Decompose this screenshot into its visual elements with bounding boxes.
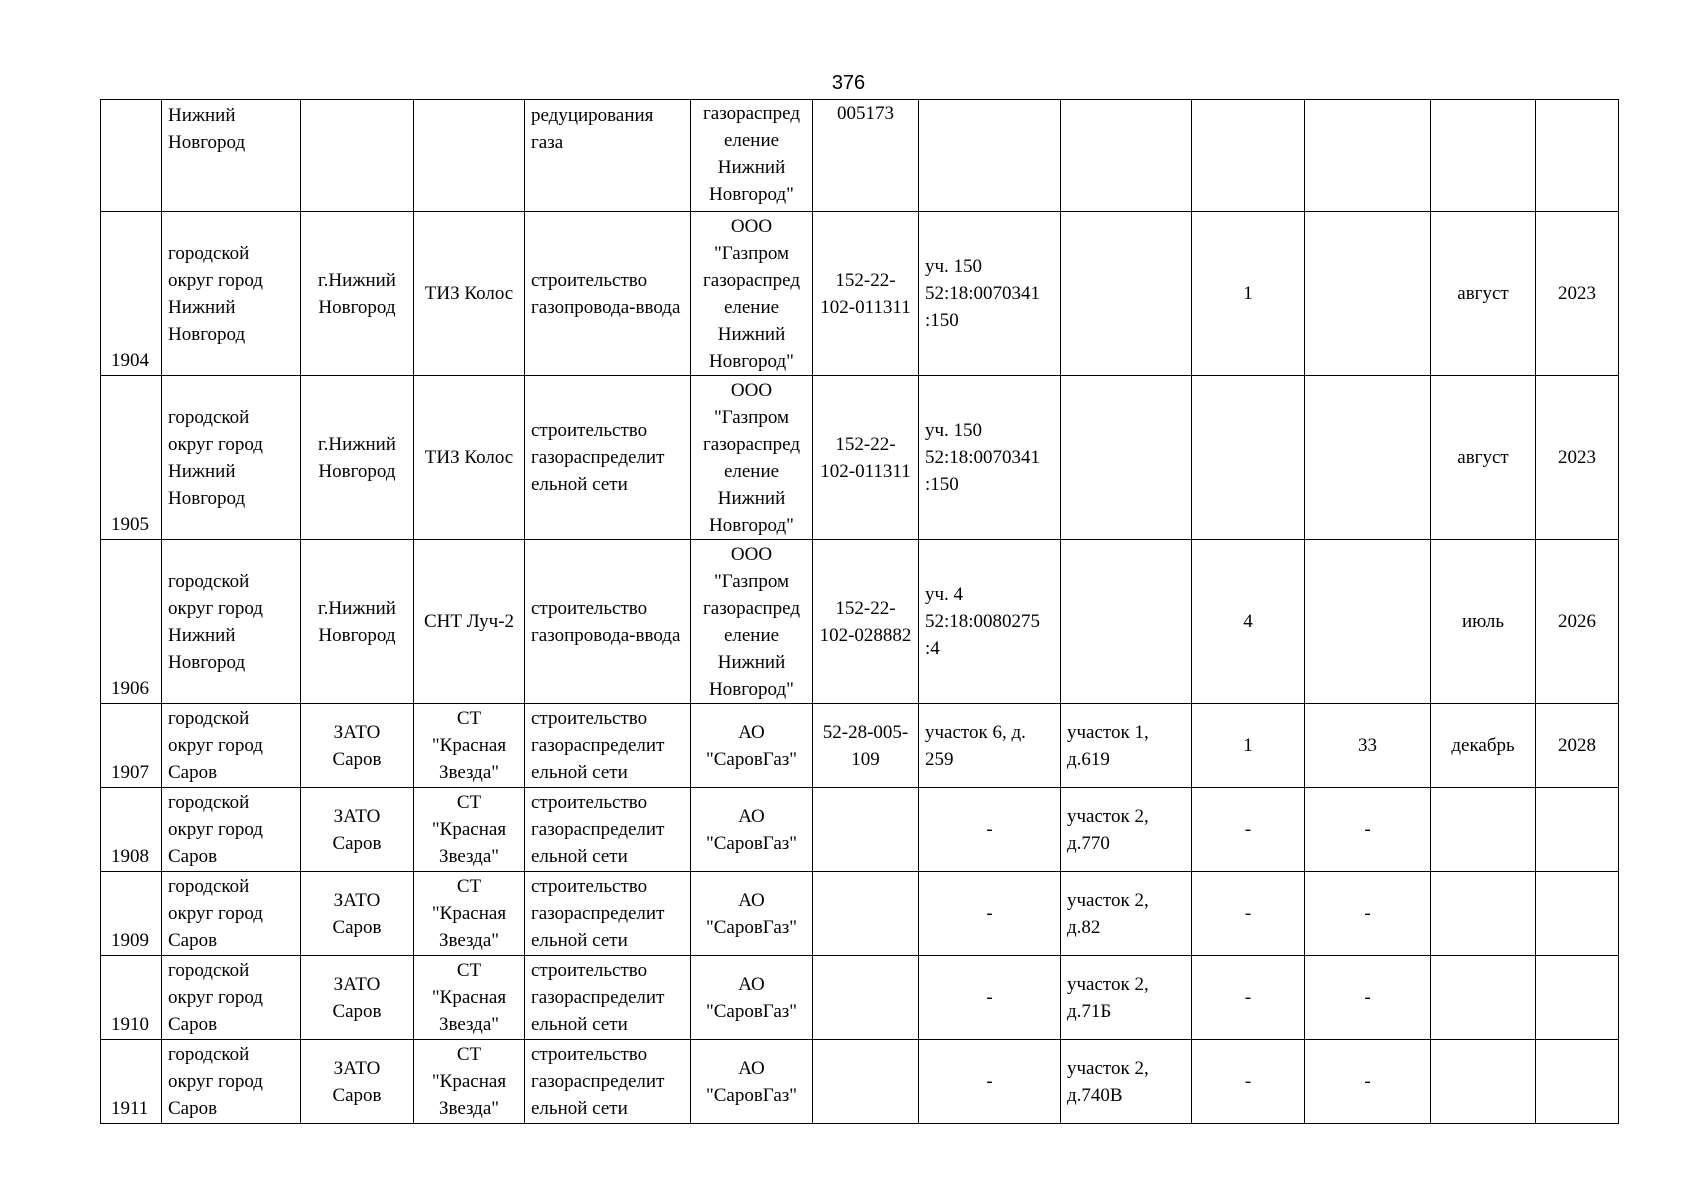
row-number: 1904	[101, 212, 162, 376]
plot-to-cell: участок 2, д.82	[1061, 872, 1192, 956]
count-cell	[1192, 100, 1305, 212]
quantity-cell: -	[1305, 788, 1431, 872]
tu-number-cell: 152-22-102-011311	[813, 212, 919, 376]
object-cell	[414, 100, 525, 212]
object-cell: СТ "Красная Звезда"	[414, 704, 525, 788]
year-cell	[1536, 956, 1619, 1040]
locality-cell: ЗАТО Саров	[301, 704, 414, 788]
tu-number-cell: 152-22-102-028882	[813, 540, 919, 704]
plot-to-cell	[1061, 100, 1192, 212]
table-row	[101, 1040, 1619, 1124]
locality-cell	[301, 100, 414, 212]
work-cell: строительство газораспределит ельной сети	[525, 956, 691, 1040]
municipality-cell: городской округ город Нижний Новгород	[162, 540, 301, 704]
plot-to-cell	[1061, 540, 1192, 704]
municipality-cell: городской округ город Саров	[162, 704, 301, 788]
plot-to-cell: участок 1, д.619	[1061, 704, 1192, 788]
gasification-table	[100, 99, 1619, 1124]
work-cell: редуцирования газа	[525, 100, 691, 212]
month-cell	[1431, 788, 1536, 872]
tu-number-cell: 52-28-005-109	[813, 704, 919, 788]
count-cell: -	[1192, 956, 1305, 1040]
locality-cell: ЗАТО Саров	[301, 956, 414, 1040]
quantity-cell: -	[1305, 956, 1431, 1040]
plot-from-cell: уч. 150 52:18:0070341 :150	[919, 376, 1061, 540]
year-cell: 2023	[1536, 376, 1619, 540]
year-cell	[1536, 100, 1619, 212]
plot-from-cell	[919, 100, 1061, 212]
work-cell: строительство газораспределит ельной сети	[525, 788, 691, 872]
count-cell	[1192, 376, 1305, 540]
object-cell: СТ "Красная Звезда"	[414, 872, 525, 956]
count-cell: 4	[1192, 540, 1305, 704]
municipality-cell: городской округ город Нижний Новгород	[162, 212, 301, 376]
year-cell	[1536, 1040, 1619, 1124]
year-cell	[1536, 788, 1619, 872]
month-cell: декабрь	[1431, 704, 1536, 788]
locality-cell: ЗАТО Саров	[301, 872, 414, 956]
count-cell: 1	[1192, 212, 1305, 376]
municipality-cell: городской округ город Саров	[162, 956, 301, 1040]
page-number: 376	[831, 72, 866, 94]
month-cell: август	[1431, 376, 1536, 540]
plot-from-cell: участок 6, д. 259	[919, 704, 1061, 788]
plot-to-cell	[1061, 212, 1192, 376]
table-row	[101, 956, 1619, 1040]
locality-cell: ЗАТО Саров	[301, 1040, 414, 1124]
locality-cell: г.Нижний Новгород	[301, 540, 414, 704]
table-row	[101, 704, 1619, 788]
tu-number-cell	[813, 956, 919, 1040]
month-cell: август	[1431, 212, 1536, 376]
quantity-cell	[1305, 100, 1431, 212]
municipality-cell: городской округ город Нижний Новгород	[162, 376, 301, 540]
plot-from-cell: -	[919, 788, 1061, 872]
row-number: 1911	[101, 1040, 162, 1124]
count-cell: -	[1192, 872, 1305, 956]
locality-cell: г.Нижний Новгород	[301, 212, 414, 376]
plot-from-cell: -	[919, 1040, 1061, 1124]
month-cell: июль	[1431, 540, 1536, 704]
organization-cell: ООО "Газпром газораспред еление Нижний Новгород"	[691, 212, 813, 376]
plot-from-cell: -	[919, 956, 1061, 1040]
object-cell: ТИЗ Колос	[414, 376, 525, 540]
object-cell: СТ "Красная Звезда"	[414, 1040, 525, 1124]
municipality-cell: городской округ город Саров	[162, 872, 301, 956]
row-number: 1905	[101, 376, 162, 540]
month-cell	[1431, 956, 1536, 1040]
table-row	[101, 540, 1619, 704]
work-cell: строительство газопровода-ввода	[525, 540, 691, 704]
row-number: 1908	[101, 788, 162, 872]
plot-to-cell: участок 2, д.71Б	[1061, 956, 1192, 1040]
organization-cell: АО "СаровГаз"	[691, 788, 813, 872]
count-cell: -	[1192, 1040, 1305, 1124]
quantity-cell: -	[1305, 1040, 1431, 1124]
plot-to-cell: участок 2, д.770	[1061, 788, 1192, 872]
row-number: 1910	[101, 956, 162, 1040]
object-cell: СТ "Красная Звезда"	[414, 788, 525, 872]
table-row	[101, 872, 1619, 956]
object-cell: СНТ Луч-2	[414, 540, 525, 704]
table-row	[101, 376, 1619, 540]
tu-number-cell	[813, 872, 919, 956]
year-cell	[1536, 872, 1619, 956]
organization-cell: газораспред еление Нижний Новгород"	[691, 100, 813, 212]
work-cell: строительство газораспределит ельной сети	[525, 704, 691, 788]
year-cell: 2026	[1536, 540, 1619, 704]
locality-cell: ЗАТО Саров	[301, 788, 414, 872]
tu-number-cell	[813, 788, 919, 872]
plot-from-cell: уч. 4 52:18:0080275 :4	[919, 540, 1061, 704]
table-row	[101, 212, 1619, 376]
year-cell: 2023	[1536, 212, 1619, 376]
work-cell: строительство газораспределит ельной сети	[525, 376, 691, 540]
quantity-cell: -	[1305, 872, 1431, 956]
table-row	[101, 788, 1619, 872]
plot-to-cell: участок 2, д.740В	[1061, 1040, 1192, 1124]
municipality-cell: Нижний Новгород	[162, 100, 301, 212]
organization-cell: АО "СаровГаз"	[691, 704, 813, 788]
municipality-cell: городской округ город Саров	[162, 788, 301, 872]
organization-cell: АО "СаровГаз"	[691, 1040, 813, 1124]
quantity-cell	[1305, 540, 1431, 704]
row-number	[101, 100, 162, 212]
municipality-cell: городской округ город Саров	[162, 1040, 301, 1124]
quantity-cell: 33	[1305, 704, 1431, 788]
month-cell	[1431, 100, 1536, 212]
month-cell	[1431, 1040, 1536, 1124]
organization-cell: ООО "Газпром газораспред еление Нижний Новгород"	[691, 540, 813, 704]
plot-from-cell: уч. 150 52:18:0070341 :150	[919, 212, 1061, 376]
row-number: 1906	[101, 540, 162, 704]
plot-from-cell: -	[919, 872, 1061, 956]
year-cell: 2028	[1536, 704, 1619, 788]
quantity-cell	[1305, 376, 1431, 540]
tu-number-cell: 152-22-102-011311	[813, 376, 919, 540]
locality-cell: г.Нижний Новгород	[301, 376, 414, 540]
work-cell: строительство газораспределит ельной сети	[525, 872, 691, 956]
row-number: 1909	[101, 872, 162, 956]
count-cell: -	[1192, 788, 1305, 872]
table-row	[101, 100, 1619, 212]
month-cell	[1431, 872, 1536, 956]
count-cell: 1	[1192, 704, 1305, 788]
work-cell: строительство газораспределит ельной сети	[525, 1040, 691, 1124]
object-cell: ТИЗ Колос	[414, 212, 525, 376]
plot-to-cell	[1061, 376, 1192, 540]
work-cell: строительство газопровода-ввода	[525, 212, 691, 376]
organization-cell: АО "СаровГаз"	[691, 956, 813, 1040]
quantity-cell	[1305, 212, 1431, 376]
tu-number-cell: 005173	[813, 100, 919, 212]
organization-cell: ООО "Газпром газораспред еление Нижний Новгород"	[691, 376, 813, 540]
organization-cell: АО "СаровГаз"	[691, 872, 813, 956]
row-number: 1907	[101, 704, 162, 788]
tu-number-cell	[813, 1040, 919, 1124]
object-cell: СТ "Красная Звезда"	[414, 956, 525, 1040]
